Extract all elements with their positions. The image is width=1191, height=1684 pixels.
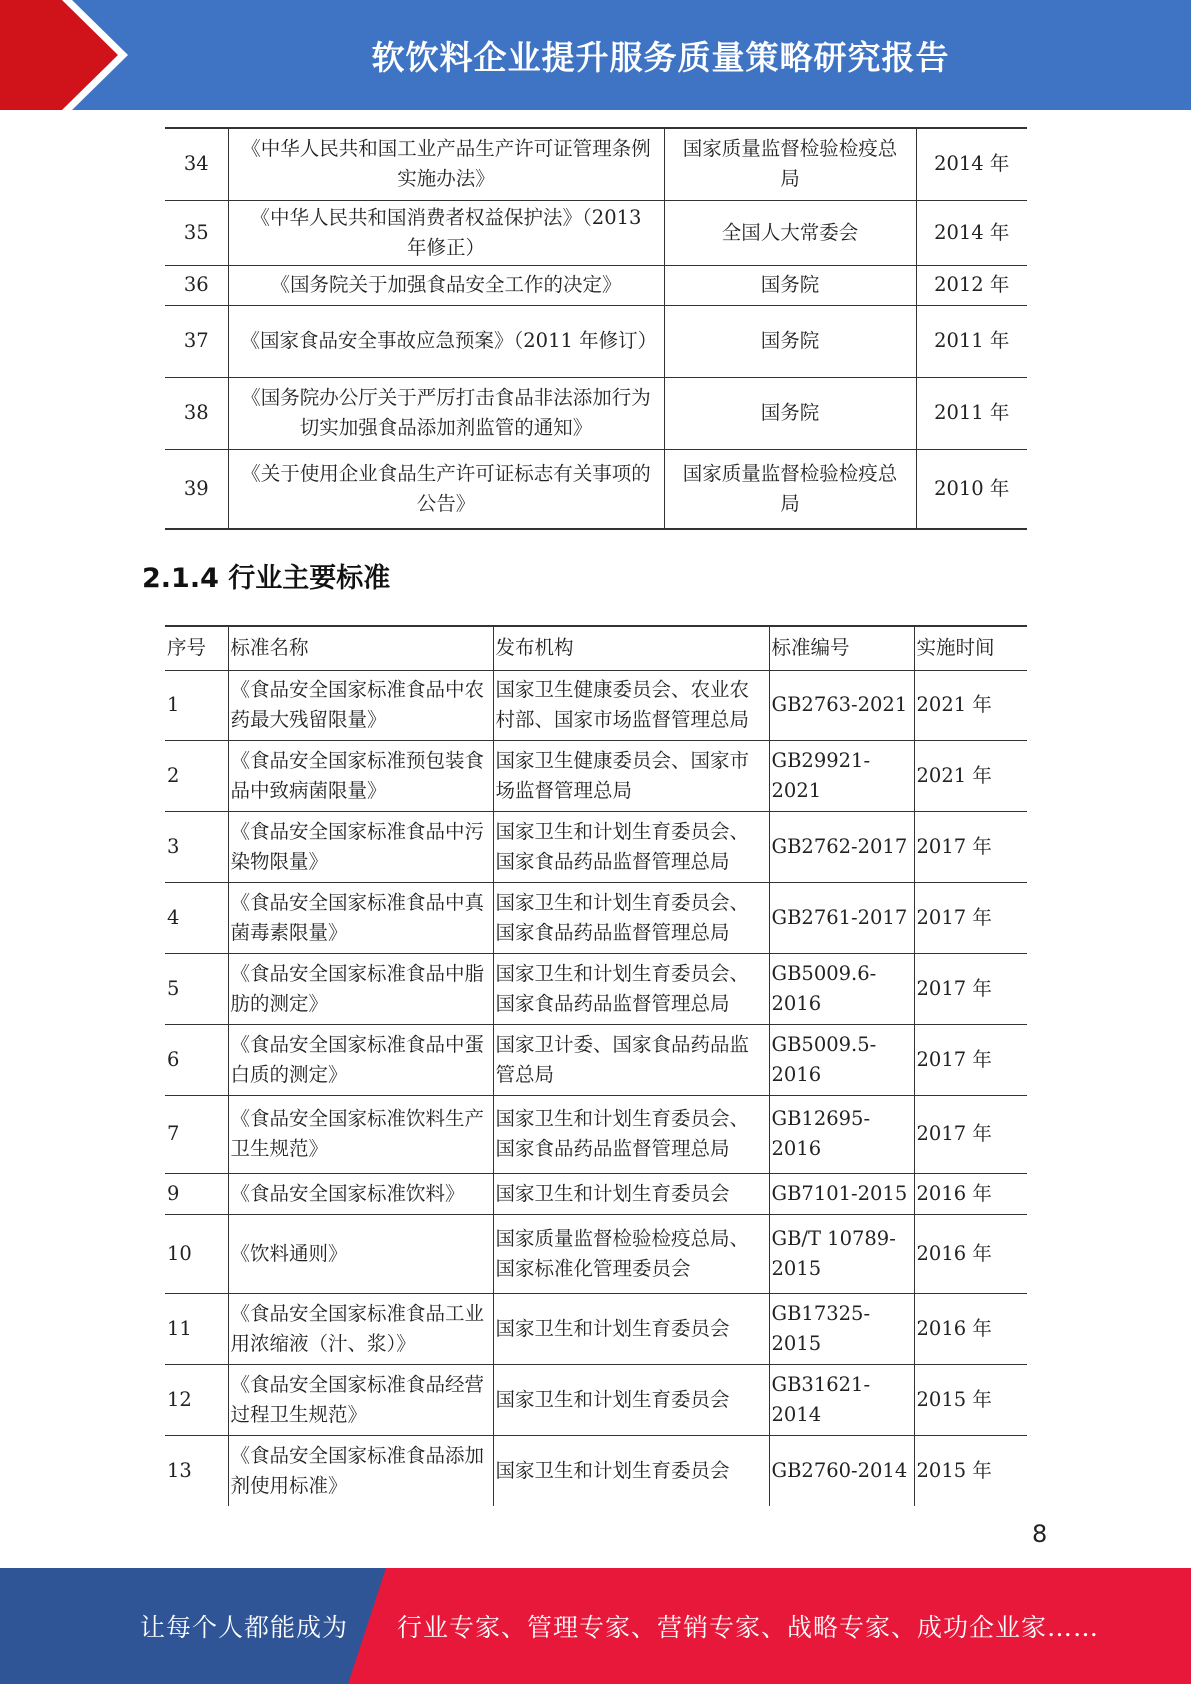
issuing-authority: 国家质量监督检验检疫总局 — [664, 449, 916, 529]
standard-number: 10 — [165, 1214, 228, 1293]
issuing-authority: 国家卫生和计划生育委员会 — [493, 1173, 769, 1214]
table-row — [165, 1095, 1027, 1173]
standard-name: 《食品安全国家标准食品添加剂使用标准》 — [228, 1435, 493, 1506]
effective-date: 2017 年 — [914, 1095, 1027, 1173]
effective-date: 2017 年 — [914, 882, 1027, 953]
table-row — [165, 740, 1027, 811]
standard-code: GB12695-2016 — [769, 1095, 914, 1173]
regulation-name: 《中华人民共和国工业产品生产许可证管理条例实施办法》 — [228, 128, 664, 200]
issuing-authority: 国务院 — [664, 377, 916, 449]
standard-name: 《食品安全国家标准饮料》 — [228, 1173, 493, 1214]
standard-code: GB2762-2017 — [769, 811, 914, 882]
table-row — [165, 200, 1027, 265]
issuing-authority: 全国人大常委会 — [664, 200, 916, 265]
standard-code: GB7101-2015 — [769, 1173, 914, 1214]
issuing-authority: 国家质量监督检验检疫总局、国家标准化管理委员会 — [493, 1214, 769, 1293]
standard-code: GB2760-2014 — [769, 1435, 914, 1506]
standard-code: GB2761-2017 — [769, 882, 914, 953]
issue-year: 2011 年 — [916, 377, 1027, 449]
standard-code: GB2763-2021 — [769, 670, 914, 740]
row-number: 34 — [165, 128, 228, 200]
table-row — [165, 1173, 1027, 1214]
standard-name: 《食品安全国家标准食品中脂肪的测定》 — [228, 953, 493, 1024]
effective-date: 2015 年 — [914, 1435, 1027, 1506]
standard-number: 3 — [165, 811, 228, 882]
standard-name: 《食品安全国家标准预包装食品中致病菌限量》 — [228, 740, 493, 811]
effective-date: 2016 年 — [914, 1293, 1027, 1364]
table-row — [165, 1364, 1027, 1435]
issuing-authority: 国家卫生和计划生育委员会、国家食品药品监督管理总局 — [493, 1095, 769, 1173]
table-row — [165, 811, 1027, 882]
table-row — [165, 1293, 1027, 1364]
standard-number: 7 — [165, 1095, 228, 1173]
regulation-name: 《国务院办公厅关于严厉打击食品非法添加行为切实加强食品添加剂监管的通知》 — [228, 377, 664, 449]
issuing-authority: 国家卫生健康委员会、农业农村部、国家市场监督管理总局 — [493, 670, 769, 740]
standard-name: 《食品安全国家标准食品工业用浓缩液（汁、浆）》 — [228, 1293, 493, 1364]
column-header: 标准名称 — [228, 626, 493, 670]
table-row — [165, 377, 1027, 449]
standard-number: 13 — [165, 1435, 228, 1506]
row-number: 37 — [165, 305, 228, 377]
table-row — [165, 1214, 1027, 1293]
table-row — [165, 128, 1027, 200]
standard-number: 1 — [165, 670, 228, 740]
column-header: 标准编号 — [769, 626, 914, 670]
issue-year: 2012 年 — [916, 265, 1027, 305]
standard-number: 12 — [165, 1364, 228, 1435]
issuing-authority: 国家质量监督检验检疫总局 — [664, 128, 916, 200]
effective-date: 2017 年 — [914, 953, 1027, 1024]
issuing-authority: 国家卫生和计划生育委员会 — [493, 1293, 769, 1364]
table-row — [165, 1024, 1027, 1095]
issuing-authority: 国家卫生和计划生育委员会 — [493, 1364, 769, 1435]
effective-date: 2015 年 — [914, 1364, 1027, 1435]
table-header-row — [165, 626, 1027, 670]
standard-name: 《饮料通则》 — [228, 1214, 493, 1293]
section-heading: 2.1.4 行业主要标准 — [142, 563, 391, 594]
table-row — [165, 449, 1027, 529]
footer-slogan-left: 让每个人都能成为 — [140, 1613, 349, 1642]
header-arrow-decoration — [0, 0, 150, 110]
standard-code: GB/T 10789-2015 — [769, 1214, 914, 1293]
table-row — [165, 265, 1027, 305]
table-row — [165, 953, 1027, 1024]
table-row — [165, 305, 1027, 377]
effective-date: 2016 年 — [914, 1173, 1027, 1214]
row-number: 35 — [165, 200, 228, 265]
standard-code: GB17325-2015 — [769, 1293, 914, 1364]
effective-date: 2017 年 — [914, 811, 1027, 882]
standard-name: 《食品安全国家标准食品经营过程卫生规范》 — [228, 1364, 493, 1435]
table-row — [165, 670, 1027, 740]
standard-code: GB5009.6-2016 — [769, 953, 914, 1024]
issuing-authority: 国家卫生和计划生育委员会、国家食品药品监督管理总局 — [493, 811, 769, 882]
standard-name: 《食品安全国家标准食品中真菌毒素限量》 — [228, 882, 493, 953]
issuing-authority: 国家卫生健康委员会、国家市场监督管理总局 — [493, 740, 769, 811]
issue-year: 2010 年 — [916, 449, 1027, 529]
standard-code: GB29921-2021 — [769, 740, 914, 811]
standard-number: 5 — [165, 953, 228, 1024]
page-header — [0, 0, 1191, 110]
standard-name: 《食品安全国家标准食品中农药最大残留限量》 — [228, 670, 493, 740]
standard-number: 9 — [165, 1173, 228, 1214]
standard-name: 《食品安全国家标准食品中蛋白质的测定》 — [228, 1024, 493, 1095]
issuing-authority: 国家卫生和计划生育委员会 — [493, 1435, 769, 1506]
issue-year: 2011 年 — [916, 305, 1027, 377]
footer-slogan-right: 行业专家、管理专家、营销专家、战略专家、成功企业家…… — [397, 1613, 1100, 1642]
regulation-name: 《国务院关于加强食品安全工作的决定》 — [228, 265, 664, 305]
standard-number: 2 — [165, 740, 228, 811]
standard-number: 11 — [165, 1293, 228, 1364]
issuing-authority: 国务院 — [664, 265, 916, 305]
issue-year: 2014 年 — [916, 200, 1027, 265]
column-header: 实施时间 — [914, 626, 1027, 670]
standard-number: 6 — [165, 1024, 228, 1095]
row-number: 36 — [165, 265, 228, 305]
issuing-authority: 国家卫计委、国家食品药品监管总局 — [493, 1024, 769, 1095]
standards-table — [165, 625, 1027, 1506]
standard-number: 4 — [165, 882, 228, 953]
effective-date: 2017 年 — [914, 1024, 1027, 1095]
regulation-name: 《国家食品安全事故应急预案》（2011 年修订） — [228, 305, 664, 377]
column-header: 序号 — [165, 626, 228, 670]
effective-date: 2021 年 — [914, 740, 1027, 811]
effective-date: 2016 年 — [914, 1214, 1027, 1293]
standard-code: GB5009.5-2016 — [769, 1024, 914, 1095]
header-title: 软饮料企业提升服务质量策略研究报告 — [371, 37, 950, 77]
page-number: 8 — [1032, 1520, 1048, 1548]
issuing-authority: 国务院 — [664, 305, 916, 377]
column-header: 发布机构 — [493, 626, 769, 670]
row-number: 39 — [165, 449, 228, 529]
standard-code: GB31621-2014 — [769, 1364, 914, 1435]
regulation-name: 《中华人民共和国消费者权益保护法》（2013 年修正） — [228, 200, 664, 265]
issuing-authority: 国家卫生和计划生育委员会、国家食品药品监督管理总局 — [493, 953, 769, 1024]
standard-name: 《食品安全国家标准食品中污染物限量》 — [228, 811, 493, 882]
regulations-table — [165, 127, 1027, 530]
regulation-name: 《关于使用企业食品生产许可证标志有关事项的公告》 — [228, 449, 664, 529]
row-number: 38 — [165, 377, 228, 449]
issuing-authority: 国家卫生和计划生育委员会、国家食品药品监督管理总局 — [493, 882, 769, 953]
page-footer — [0, 1568, 1191, 1684]
effective-date: 2021 年 — [914, 670, 1027, 740]
table-row — [165, 882, 1027, 953]
issue-year: 2014 年 — [916, 128, 1027, 200]
table-row — [165, 1435, 1027, 1506]
standard-name: 《食品安全国家标准饮料生产卫生规范》 — [228, 1095, 493, 1173]
